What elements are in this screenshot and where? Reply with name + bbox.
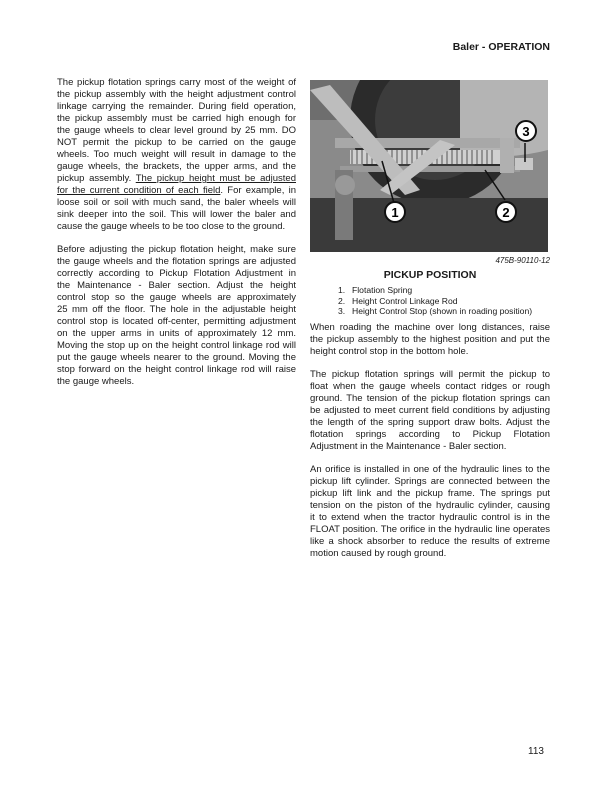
- svg-text:1: 1: [391, 205, 399, 220]
- text-line: 25 mm off the floor. The hole in the adjustable height: [57, 304, 296, 315]
- text-line: control stop so the gauge wheels are approximately: [57, 292, 296, 303]
- text-line: the gauge wheels.: [57, 376, 135, 387]
- text-line: Moving the stop up on the height control linkage rod will: [57, 340, 296, 351]
- text-line: gauge wheels, the brackets, the upper arms, and the: [57, 161, 296, 172]
- text-line: wheels. Too much weight will result in damage to the: [57, 149, 296, 160]
- text-line: cause the gauge wheels to be too close to the ground.: [57, 221, 286, 232]
- svg-text:3: 3: [522, 124, 530, 139]
- running-header: Baler - OPERATION: [452, 41, 550, 53]
- legend-item: [338, 285, 532, 296]
- text-line: sink deeper into the soil. This will lower the baler and: [57, 209, 296, 220]
- underlined-text: The pickup height must be adjusted: [135, 173, 296, 184]
- text-line: linkage carrying the remainder. During field operation,: [57, 101, 296, 112]
- left-column: [57, 77, 296, 399]
- legend-label: Height Control Linkage Rod: [352, 295, 458, 306]
- text-line: NOT permit the pickup to be carried on the gauge: [57, 137, 296, 148]
- figure-title: PICKUP POSITION: [383, 269, 477, 281]
- text-line: correctly according to Pickup Flotation Adjustment in: [57, 268, 296, 279]
- text-line: motion caused by rough ground.: [310, 548, 447, 559]
- paragraph: [310, 369, 550, 453]
- text-line: the gauge wheels and the flotation springs are adjusted: [57, 256, 296, 267]
- text-line: ground. The tension of the pickup flotation springs can: [310, 393, 550, 404]
- text-line: pickup lift cylinder. Springs are connected between the: [310, 476, 550, 487]
- legend-label: Flotation Spring: [352, 285, 413, 295]
- legend-number: 1.: [338, 285, 346, 295]
- text-line: Adjustment in the Maintenance - Baler section.: [310, 441, 507, 452]
- text-line: float when the gauge wheels contact ridges or rough: [310, 381, 550, 392]
- text-line: flotation springs according to Pickup Flotation: [310, 429, 550, 440]
- text-line: tension on the piston of the hydraulic cylinder, causing: [310, 500, 550, 511]
- text-line: Before adjusting the pickup flotation height, make sure: [57, 244, 296, 255]
- legend-number: 3.: [338, 306, 346, 316]
- text-line: stop forward on the height control linkage rod will raise: [57, 364, 296, 375]
- text-line: loose soil or soil with much sand, the baler wheels will: [57, 197, 296, 208]
- text-line: the gauge wheels to clear level ground by 25 mm. DO: [57, 125, 296, 136]
- text-line: the pickup assembly must be carried high enough for: [57, 113, 296, 124]
- legend-label: Height Control Stop (shown in roading position): [352, 306, 533, 316]
- svg-text:2: 2: [502, 205, 510, 220]
- figure-legend: [338, 285, 532, 317]
- legend-item: [338, 306, 532, 317]
- text-line: control stop is located off-center, permitting adjustment: [57, 316, 296, 327]
- callout-2: [496, 202, 516, 222]
- paragraph: [310, 322, 550, 358]
- text-line: the pickup assembly to the highest position and put the: [310, 334, 550, 345]
- right-column: [310, 322, 550, 571]
- text-line: FLOAT position. The orifice in the hydraulic line operates: [310, 524, 550, 535]
- text-line: When roading the machine over long distances, raise: [310, 322, 550, 333]
- text-line: The pickup flotation springs will permit the pickup to: [310, 369, 550, 380]
- paragraph: [310, 464, 550, 560]
- text-line: pickup assembly. The pickup height must be adjusted: [57, 173, 296, 184]
- text-line: height control stop in the bottom hole.: [310, 346, 469, 357]
- text-line: The pickup flotation springs carry most of the weight of: [57, 77, 296, 88]
- underlined-text: for the current condition of each field: [57, 185, 221, 196]
- text-line: An orifice is installed in one of the hydraulic lines to the: [310, 464, 550, 475]
- text-line: pickup lift link and the pickup frame. The springs put: [310, 488, 550, 499]
- text-line: for the current condition of each field. For example, in: [57, 185, 296, 196]
- figure-code: 475B-90110-12: [495, 256, 550, 265]
- pickup-position-photo: [310, 80, 548, 252]
- text-line: the Maintenance - Baler section. Adjust the height: [57, 280, 296, 291]
- text-line: the length of the spring support draw bolts. Adjust the: [310, 417, 550, 428]
- legend-item: [338, 296, 532, 307]
- paragraph: [57, 244, 296, 388]
- text-line: like a shock absorber to reduce the results of extreme: [310, 536, 550, 547]
- page-number: 113: [528, 746, 544, 757]
- height-control-stop: [515, 158, 533, 170]
- text-line: the pickup assembly with the height adjustment control: [57, 89, 296, 100]
- text-line: put the gauge wheels nearer to the ground. Moving the: [57, 352, 296, 363]
- legend-number: 2.: [338, 295, 346, 306]
- linkage-rod: [340, 166, 520, 172]
- text-line: on the upper arms in units of approximately 12 mm.: [57, 328, 296, 339]
- text-line: it to extend when the tractor hydraulic control is in the: [310, 512, 550, 523]
- callout-3: [516, 121, 536, 141]
- paragraph: [57, 77, 296, 233]
- text-line: be adjusted to meet current field conditions by adjusting: [310, 405, 550, 416]
- callout-1: [385, 202, 405, 222]
